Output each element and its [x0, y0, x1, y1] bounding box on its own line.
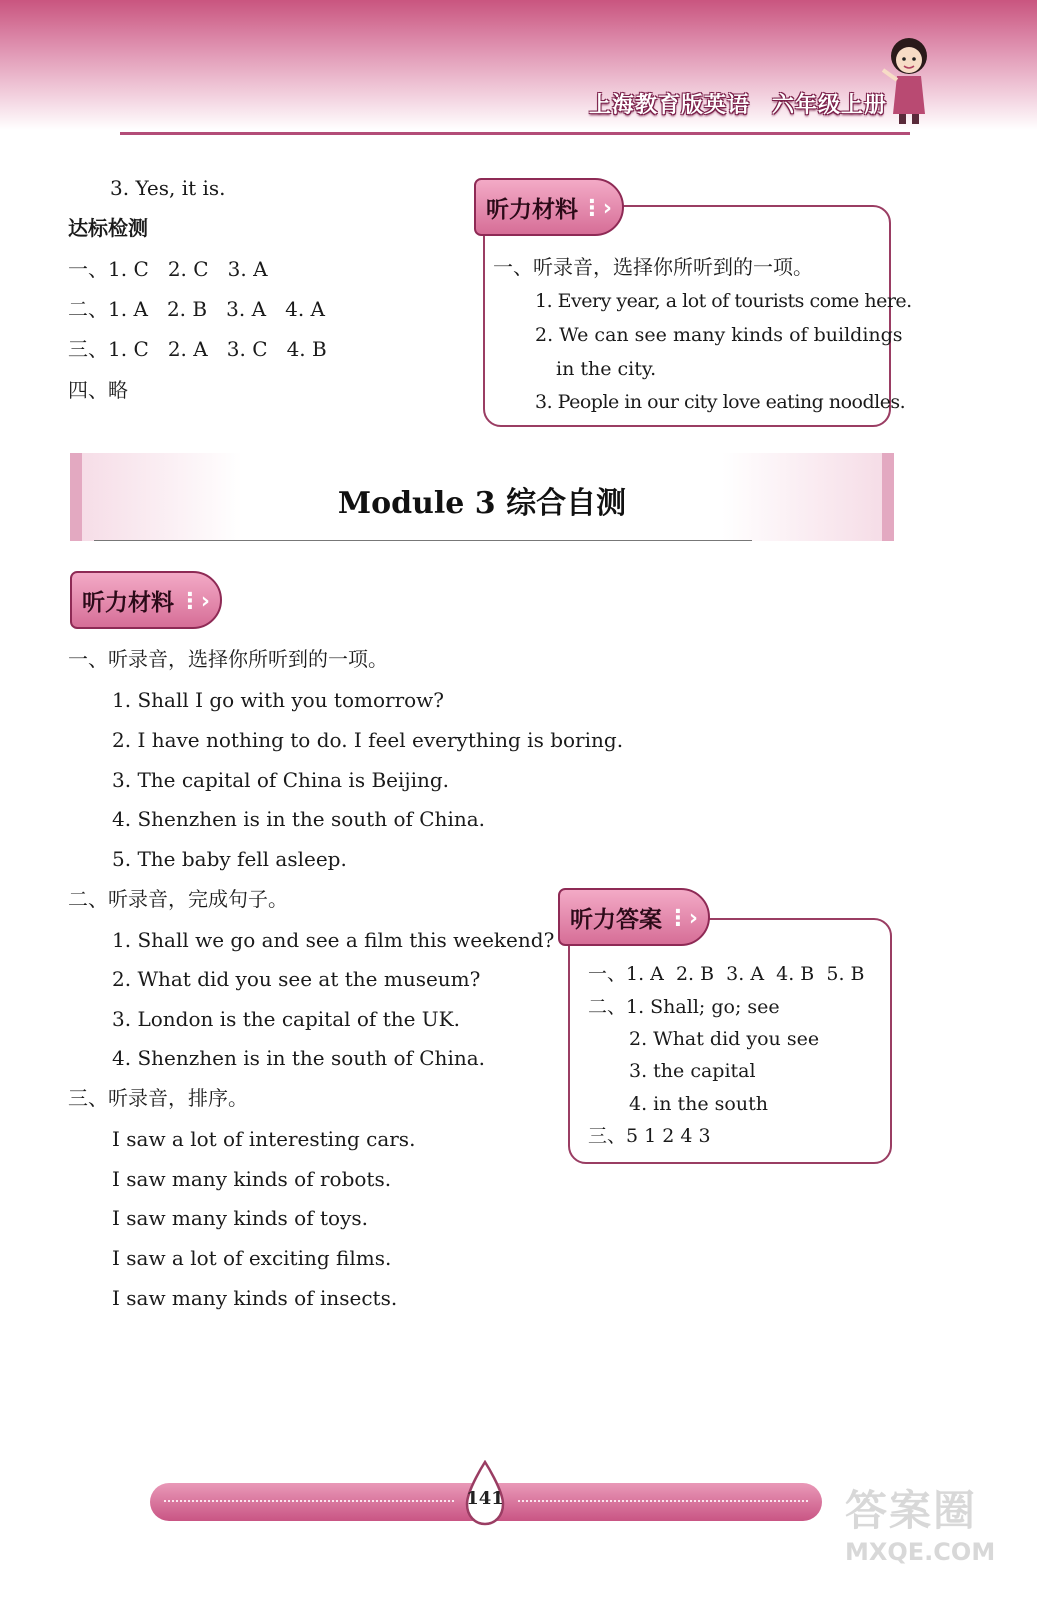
answer-line: 3. the capital — [629, 1060, 756, 1082]
banner-underline — [94, 540, 752, 541]
listening-item: I saw many kinds of insects. — [112, 1286, 398, 1310]
listening-item: 1. Shall I go with you tomorrow? — [112, 688, 445, 712]
listening-line: in the city. — [556, 358, 657, 380]
listening-tab — [70, 571, 222, 629]
chevron-right-icon: ⋮› — [580, 196, 612, 221]
instruction: 一、听录音，选择你所听到的一项。 — [493, 255, 813, 279]
module-title: Module 3 综合自测 — [337, 486, 627, 521]
section-heading: 一、听录音，选择你所听到的一项。 — [68, 647, 388, 671]
listening-line: 2. We can see many kinds of buildings — [535, 324, 903, 346]
listening-line: 3. People in our city love eating noodles. — [535, 391, 906, 413]
answer-row: 二、1. A 2. B 3. A 4. A — [68, 297, 326, 321]
mascot-girl-icon — [877, 30, 937, 130]
watermark-logo — [845, 1478, 1015, 1578]
answer-line: 三、5 1 2 4 3 — [588, 1125, 711, 1147]
listening-item: 4. Shenzhen is in the south of China. — [112, 807, 485, 831]
answer-row: 一、1. C 2. C 3. A — [68, 257, 268, 281]
answer-line: 2. What did you see — [629, 1028, 820, 1050]
section-heading: 三、听录音，排序。 — [68, 1086, 248, 1110]
section-title: 达标检测 — [68, 216, 148, 240]
grade-label: 六年级上册 — [771, 93, 887, 118]
listening-item: 1. Shall we go and see a film this weekend? — [112, 928, 555, 952]
header-subtitle — [589, 88, 887, 119]
listening-item: 3. The capital of China is Beijing. — [112, 768, 450, 792]
listening-tab-top — [474, 178, 624, 236]
answer-line: 二、1. Shall; go; see — [588, 996, 780, 1018]
chevron-right-icon: ⋮› — [666, 906, 698, 931]
listening-item: I saw many kinds of toys. — [112, 1206, 368, 1230]
answer-row: 四、略 — [68, 378, 128, 402]
listening-item: I saw a lot of interesting cars. — [112, 1127, 416, 1151]
answer-line: 一、1. A 2. B 3. A 4. B 5. B — [588, 963, 865, 985]
answer-line: 4. in the south — [629, 1093, 768, 1115]
chevron-right-icon: ⋮› — [178, 589, 210, 614]
listening-item: I saw many kinds of robots. — [112, 1167, 392, 1191]
module-banner — [70, 453, 894, 541]
listening-item: 3. London is the capital of the UK. — [112, 1007, 460, 1031]
tab-label: 听力材料 — [486, 196, 578, 223]
listening-item: 2. I have nothing to do. I feel everything is boring. — [112, 728, 624, 752]
answer-row: 三、1. C 2. A 3. C 4. B — [68, 337, 327, 361]
tab-label: 听力材料 — [82, 589, 174, 616]
listening-item: I saw a lot of exciting films. — [112, 1246, 392, 1270]
answer-item: 3. Yes, it is. — [110, 176, 226, 200]
listening-item: 4. Shenzhen is in the south of China. — [112, 1046, 485, 1070]
footer-dots-right — [518, 1500, 808, 1502]
answers-tab — [558, 888, 710, 946]
listening-item: 5. The baby fell asleep. — [112, 847, 347, 871]
listening-line: 1. Every year, a lot of tourists come here. — [535, 290, 912, 312]
listening-item: 2. What did you see at the museum? — [112, 967, 481, 991]
page-number: 141 — [466, 1488, 504, 1509]
publisher-label: 上海教育版英语 — [588, 93, 750, 118]
tab-label: 听力答案 — [570, 906, 662, 933]
header-rule — [120, 132, 910, 135]
footer-dots-left — [164, 1500, 454, 1502]
section-heading: 二、听录音，完成句子。 — [68, 887, 288, 911]
watermark-bottom: MXQE.COM — [845, 1538, 996, 1566]
watermark-top: 答案圈 — [845, 1486, 978, 1535]
